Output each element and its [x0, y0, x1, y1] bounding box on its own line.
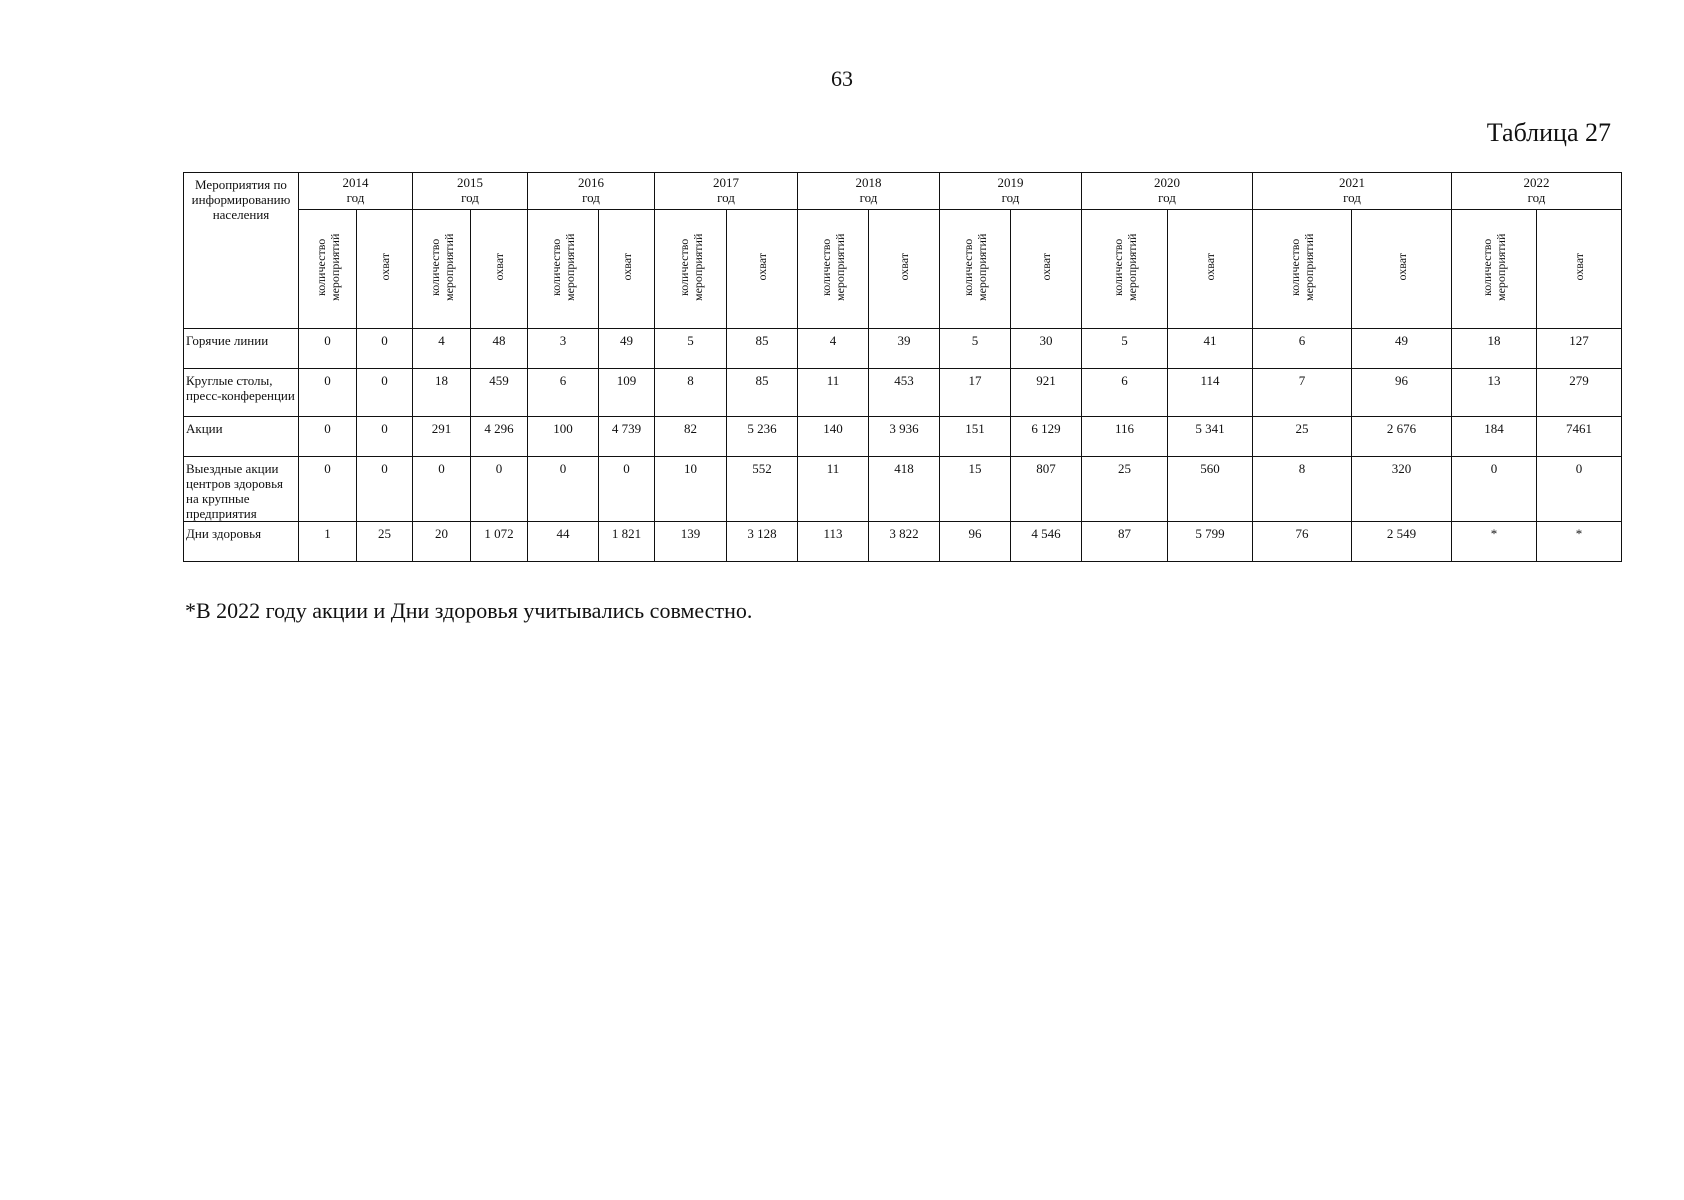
cell-coverage: 3 822 — [869, 522, 940, 562]
cell-coverage: 279 — [1537, 369, 1622, 417]
cell-coverage: 39 — [869, 329, 940, 369]
year-header-2017 — [655, 173, 798, 210]
cell-coverage: 552 — [727, 457, 798, 522]
count-header — [655, 210, 727, 329]
coverage-header-label: охват — [1572, 253, 1586, 281]
cell-count: 6 — [528, 369, 599, 417]
cell-count: 113 — [798, 522, 869, 562]
cell-coverage: 7461 — [1537, 417, 1622, 457]
footnote: *В 2022 году акции и Дни здоровья учитывались совместно. — [185, 598, 753, 623]
cell-count: 44 — [528, 522, 599, 562]
coverage-header-label: охват — [755, 253, 769, 281]
coverage-header-label: охват — [492, 253, 506, 281]
year-header-2016 — [528, 173, 655, 210]
year-unit: год — [582, 190, 600, 205]
cell-count: 11 — [798, 369, 869, 417]
year-unit: год — [717, 190, 735, 205]
count-header-label: количество мероприятий — [676, 233, 705, 301]
cell-coverage: 96 — [1352, 369, 1452, 417]
cell-count: 18 — [413, 369, 471, 417]
coverage-header-label: охват — [377, 253, 392, 281]
year-label: 2020 — [1154, 175, 1180, 190]
coverage-header — [357, 210, 413, 329]
cell-coverage: 453 — [869, 369, 940, 417]
count-header — [1452, 210, 1537, 329]
cell-coverage: 0 — [357, 457, 413, 522]
row-label: Акции — [184, 417, 299, 457]
count-header-label: количество мероприятий — [1110, 233, 1139, 301]
year-unit: год — [1527, 190, 1546, 205]
count-header — [1253, 210, 1352, 329]
cell-coverage: 127 — [1537, 329, 1622, 369]
year-unit: год — [859, 190, 878, 205]
cell-count: 116 — [1082, 417, 1168, 457]
table-row — [184, 417, 1622, 457]
cell-coverage: 5 341 — [1168, 417, 1253, 457]
coverage-header — [599, 210, 655, 329]
count-header — [413, 210, 471, 329]
cell-count: 17 — [940, 369, 1011, 417]
cell-count: 4 — [798, 329, 869, 369]
cell-coverage: 0 — [471, 457, 528, 522]
year-unit: год — [1158, 190, 1176, 205]
year-unit: год — [1001, 190, 1020, 205]
cell-coverage: 4 546 — [1011, 522, 1082, 562]
table-row — [184, 522, 1622, 562]
cell-count: 87 — [1082, 522, 1168, 562]
cell-coverage: 85 — [727, 329, 798, 369]
cell-count: 82 — [655, 417, 727, 457]
year-unit: год — [461, 190, 479, 205]
cell-coverage: 4 739 — [599, 417, 655, 457]
cell-count: 291 — [413, 417, 471, 457]
count-header-label: количество мероприятий — [1480, 233, 1508, 301]
cell-coverage: 6 129 — [1011, 417, 1082, 457]
cell-coverage: 1 072 — [471, 522, 528, 562]
cell-coverage: 0 — [357, 417, 413, 457]
cell-coverage: 114 — [1168, 369, 1253, 417]
cell-count: 0 — [413, 457, 471, 522]
page-number: 63 — [831, 66, 853, 91]
cell-count: 5 — [655, 329, 727, 369]
count-header — [1082, 210, 1168, 329]
year-header-2018 — [798, 173, 940, 210]
coverage-header-label: охват — [1394, 253, 1409, 281]
cell-count: 3 — [528, 329, 599, 369]
cell-count: 8 — [1253, 457, 1352, 522]
cell-count: 0 — [299, 457, 357, 522]
count-header-label: количество мероприятий — [313, 233, 342, 301]
row-label: Выездные акции центров здоровья на крупные предприятия — [184, 457, 299, 522]
sub-header-row — [184, 210, 1622, 329]
table-body — [184, 329, 1622, 562]
coverage-header-label: охват — [1203, 253, 1217, 281]
year-unit: год — [1343, 190, 1361, 205]
coverage-header — [1168, 210, 1253, 329]
cell-count: 4 — [413, 329, 471, 369]
cell-count: 139 — [655, 522, 727, 562]
cell-coverage: 0 — [357, 369, 413, 417]
count-header — [299, 210, 357, 329]
count-header-label: количество мероприятий — [549, 233, 577, 301]
year-label: 2019 — [997, 175, 1024, 190]
cell-coverage: * — [1537, 522, 1622, 562]
cell-coverage: 459 — [471, 369, 528, 417]
cell-count: 15 — [940, 457, 1011, 522]
table-row — [184, 369, 1622, 417]
cell-coverage: 25 — [357, 522, 413, 562]
cell-count: 18 — [1452, 329, 1537, 369]
cell-coverage: 0 — [599, 457, 655, 522]
cell-coverage: 5 799 — [1168, 522, 1253, 562]
cell-count: 0 — [299, 329, 357, 369]
cell-coverage: 41 — [1168, 329, 1253, 369]
cell-coverage: 5 236 — [727, 417, 798, 457]
cell-count: 0 — [299, 369, 357, 417]
cell-coverage: 3 128 — [727, 522, 798, 562]
table-head — [184, 173, 1622, 329]
year-label: 2022 — [1523, 175, 1550, 190]
year-label: 2018 — [855, 175, 882, 190]
cell-coverage: 418 — [869, 457, 940, 522]
cell-count: 11 — [798, 457, 869, 522]
cell-coverage: 49 — [1352, 329, 1452, 369]
cell-coverage: 320 — [1352, 457, 1452, 522]
cell-coverage: 921 — [1011, 369, 1082, 417]
coverage-header — [1011, 210, 1082, 329]
coverage-header — [1537, 210, 1622, 329]
cell-count: 1 — [299, 522, 357, 562]
cell-count: * — [1452, 522, 1537, 562]
cell-coverage: 1 821 — [599, 522, 655, 562]
cell-count: 25 — [1253, 417, 1352, 457]
count-header-label: количество мероприятий — [427, 233, 456, 301]
cell-count: 100 — [528, 417, 599, 457]
cell-count: 184 — [1452, 417, 1537, 457]
cell-count: 25 — [1082, 457, 1168, 522]
coverage-header-label: охват — [1039, 253, 1053, 281]
year-header-2022 — [1452, 173, 1622, 210]
cell-count: 13 — [1452, 369, 1537, 417]
cell-count: 6 — [1253, 329, 1352, 369]
cell-count: 10 — [655, 457, 727, 522]
cell-count: 0 — [528, 457, 599, 522]
coverage-header — [727, 210, 798, 329]
year-label: 2017 — [713, 175, 739, 190]
count-header — [940, 210, 1011, 329]
cell-count: 0 — [299, 417, 357, 457]
cell-count: 6 — [1082, 369, 1168, 417]
coverage-header — [869, 210, 940, 329]
cell-coverage: 2 549 — [1352, 522, 1452, 562]
count-header-label: количество мероприятий — [819, 233, 847, 301]
events-table — [183, 172, 1622, 562]
coverage-header-label: охват — [619, 253, 634, 281]
cell-coverage: 0 — [1537, 457, 1622, 522]
cell-coverage: 4 296 — [471, 417, 528, 457]
table-row — [184, 329, 1622, 369]
year-header-2014 — [299, 173, 413, 210]
cell-count: 20 — [413, 522, 471, 562]
count-header — [528, 210, 599, 329]
cell-count: 8 — [655, 369, 727, 417]
row-label: Горячие линии — [184, 329, 299, 369]
year-header-2019 — [940, 173, 1082, 210]
cell-coverage: 49 — [599, 329, 655, 369]
year-label: 2014 — [342, 175, 369, 190]
row-label: Круглые столы, пресс-конференции — [184, 369, 299, 417]
cell-coverage: 560 — [1168, 457, 1253, 522]
cell-count: 76 — [1253, 522, 1352, 562]
cell-count: 5 — [1082, 329, 1168, 369]
cell-count: 151 — [940, 417, 1011, 457]
year-unit: год — [346, 190, 365, 205]
cell-coverage: 807 — [1011, 457, 1082, 522]
year-header-2015 — [413, 173, 528, 210]
count-header-label: количество мероприятий — [1288, 233, 1316, 301]
cell-count: 0 — [1452, 457, 1537, 522]
corner-header: Мероприятия по информированию населения — [184, 173, 299, 329]
year-label: 2021 — [1339, 175, 1365, 190]
count-header-label: количество мероприятий — [961, 233, 989, 301]
cell-coverage: 30 — [1011, 329, 1082, 369]
cell-count: 5 — [940, 329, 1011, 369]
cell-coverage: 48 — [471, 329, 528, 369]
cell-coverage: 0 — [357, 329, 413, 369]
cell-coverage: 109 — [599, 369, 655, 417]
cell-coverage: 85 — [727, 369, 798, 417]
year-label: 2015 — [457, 175, 483, 190]
cell-coverage: 2 676 — [1352, 417, 1452, 457]
cell-count: 96 — [940, 522, 1011, 562]
coverage-header-label: охват — [897, 253, 911, 281]
cell-coverage: 3 936 — [869, 417, 940, 457]
cell-count: 7 — [1253, 369, 1352, 417]
cell-count: 140 — [798, 417, 869, 457]
year-label: 2016 — [578, 175, 604, 190]
count-header — [798, 210, 869, 329]
table-caption: Таблица 27 — [1486, 118, 1611, 147]
table-row — [184, 457, 1622, 522]
year-header-2020 — [1082, 173, 1253, 210]
year-header-2021 — [1253, 173, 1452, 210]
row-label: Дни здоровья — [184, 522, 299, 562]
coverage-header — [1352, 210, 1452, 329]
coverage-header — [471, 210, 528, 329]
year-header-row — [184, 173, 1622, 210]
